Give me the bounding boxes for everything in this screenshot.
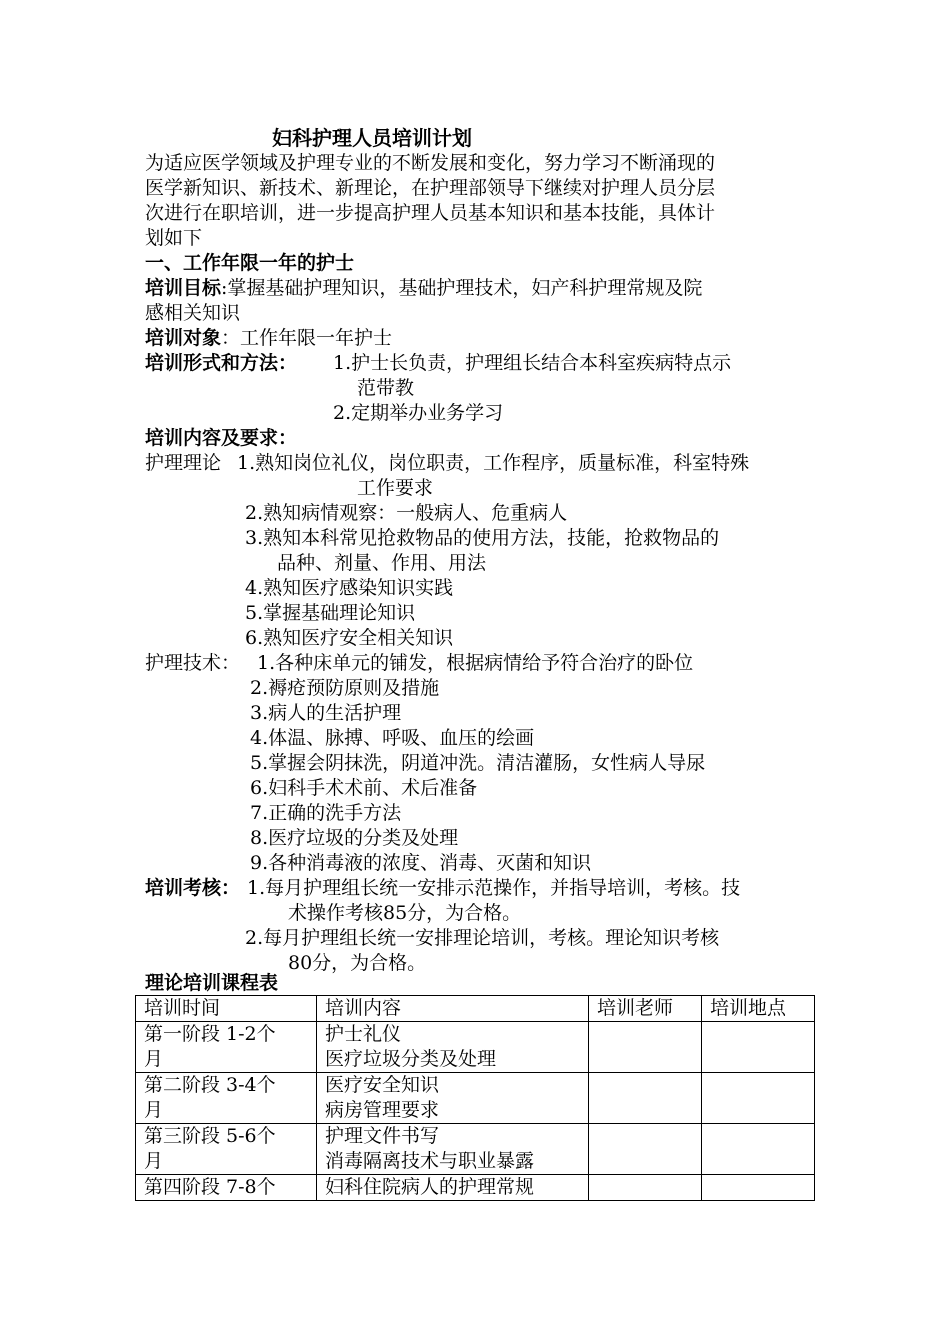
cell-content	[317, 1175, 589, 1201]
skill-item: 3.病人的生活护理	[250, 702, 402, 724]
exam-item: 2.每月护理组长统一安排理论培训，考核。理论知识考核	[245, 927, 720, 949]
theory-item: 6.熟知医疗安全相关知识	[245, 627, 454, 649]
skill-item: 7.正确的洗手方法	[250, 802, 402, 824]
target-label: 培训对象	[145, 327, 222, 349]
content-label: 培训内容及要求：	[145, 427, 298, 449]
header-teacher: 培训老师	[589, 996, 702, 1022]
cell-place	[702, 1022, 815, 1073]
table-caption: 理论培训课程表	[145, 972, 279, 994]
cell-time	[136, 1022, 317, 1073]
theory-item: 1.熟知岗位礼仪，岗位职责，工作程序，质量标准，科室特殊	[237, 452, 750, 474]
document-title: 妇科护理人员培训计划	[272, 126, 472, 150]
cell-content-line: 妇科住院病人的护理常规	[325, 1176, 535, 1198]
skill-item: 8.医疗垃圾的分类及处理	[250, 827, 459, 849]
exam-item-continued: 术操作考核85分，为合格。	[288, 902, 522, 924]
table-row	[136, 1073, 815, 1124]
cell-content-line: 医疗垃圾分类及处理	[325, 1048, 497, 1070]
theory-item: 4.熟知医疗感染知识实践	[245, 577, 454, 599]
cell-teacher	[589, 1124, 702, 1175]
cell-teacher	[589, 1073, 702, 1124]
goal-line	[145, 276, 702, 301]
goal-text-continued: 感相关知识	[145, 302, 241, 324]
header-place: 培训地点	[702, 996, 815, 1022]
cell-time	[136, 1175, 317, 1201]
cell-time-line: 月	[144, 1048, 164, 1070]
cell-time-line: 月	[144, 1099, 164, 1121]
header-time: 培训时间	[136, 996, 317, 1022]
cell-content-line: 消毒隔离技术与职业暴露	[325, 1150, 535, 1172]
skill-item: 6.妇科手术术前、术后准备	[250, 777, 478, 799]
skill-item: 4.体温、脉搏、呼吸、血压的绘画	[250, 727, 535, 749]
cell-content-line: 医疗安全知识	[325, 1074, 440, 1096]
target-text: ：工作年限一年护士	[221, 327, 393, 349]
table-row	[136, 1124, 815, 1175]
section-heading: 一、工作年限一年的护士	[145, 252, 355, 274]
intro-line: 次进行在职培训，进一步提高护理人员基本知识和基本技能，具体计	[145, 202, 716, 224]
cell-time-line: 第三阶段 5-6个	[144, 1125, 276, 1147]
theory-item-continued: 工作要求	[357, 477, 434, 499]
cell-teacher	[589, 1022, 702, 1073]
method-item: 1.护士长负责，护理组长结合本科室疾病特点示	[333, 352, 732, 374]
cell-place	[702, 1073, 815, 1124]
table-header-row	[136, 996, 815, 1022]
target-line	[145, 326, 392, 351]
method-label: 培训形式和方法：	[145, 352, 298, 374]
skill-item: 9.各种消毒液的浓度、消毒、灭菌和知识	[250, 852, 592, 874]
course-table	[135, 995, 815, 1201]
theory-item-continued: 品种、剂量、作用、用法	[277, 552, 487, 574]
exam-label: 培训考核：	[145, 877, 241, 899]
theory-prefix: 护理理论	[145, 452, 222, 474]
theory-item: 5.掌握基础理论知识	[245, 602, 416, 624]
cell-content-line: 护士礼仪	[325, 1023, 402, 1045]
header-content: 培训内容	[317, 996, 589, 1022]
theory-item: 3.熟知本科常见抢救物品的使用方法，技能，抢救物品的	[245, 527, 720, 549]
cell-content-line: 护理文件书写	[325, 1125, 440, 1147]
theory-item: 2.熟知病情观察：一般病人、危重病人	[245, 502, 568, 524]
cell-place	[702, 1175, 815, 1201]
cell-content	[317, 1022, 589, 1073]
goal-label: 培训目标	[145, 277, 222, 299]
intro-line: 医学新知识、新技术、新理论，在护理部领导下继续对护理人员分层	[145, 177, 716, 199]
goal-text: :掌握基础护理知识，基础护理技术，妇产科护理常规及院	[221, 277, 703, 299]
cell-content-line: 病房管理要求	[325, 1099, 440, 1121]
cell-time-line: 第一阶段 1-2个	[144, 1023, 276, 1045]
exam-item-continued: 80分，为合格。	[288, 952, 427, 974]
method-item: 2.定期举办业务学习	[333, 402, 504, 424]
cell-time-line: 第四阶段 7-8个	[144, 1176, 276, 1198]
cell-content	[317, 1124, 589, 1175]
skill-prefix: 护理技术：	[145, 652, 241, 674]
cell-time	[136, 1124, 317, 1175]
cell-content	[317, 1073, 589, 1124]
skill-item: 2.褥疮预防原则及措施	[250, 677, 440, 699]
skill-item: 5.掌握会阴抹洗，阴道冲洗。清洁灌肠，女性病人导尿	[250, 752, 706, 774]
exam-item: 1.每月护理组长统一安排示范操作，并指导培训，考核。技	[247, 877, 741, 899]
cell-time	[136, 1073, 317, 1124]
table-row	[136, 1022, 815, 1073]
method-item-continued: 范带教	[357, 377, 415, 399]
cell-time-line: 月	[144, 1150, 164, 1172]
skill-item: 1.各种床单元的铺发，根据病情给予符合治疗的卧位	[257, 652, 694, 674]
intro-line: 划如下	[145, 227, 203, 249]
cell-time-line: 第二阶段 3-4个	[144, 1074, 276, 1096]
cell-teacher	[589, 1175, 702, 1201]
intro-line: 为适应医学领域及护理专业的不断发展和变化，努力学习不断涌现的	[145, 152, 716, 174]
cell-place	[702, 1124, 815, 1175]
table-row	[136, 1175, 815, 1201]
